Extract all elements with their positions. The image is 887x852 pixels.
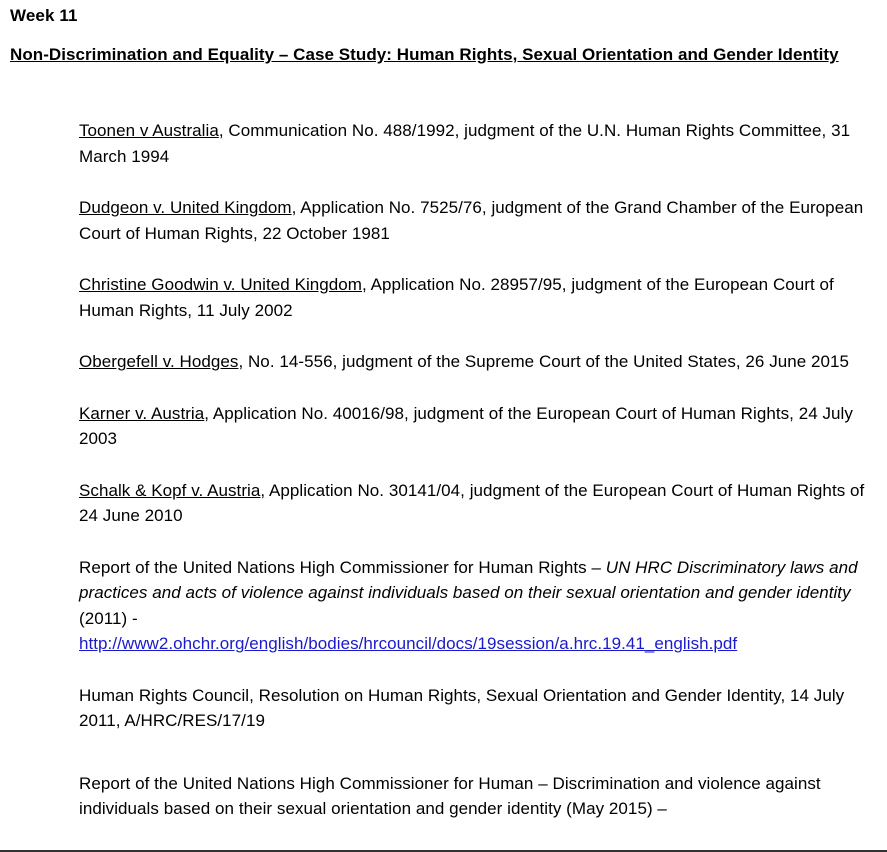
report-entry-2015: Report of the United Nations High Commissioner for Human – Discrimination and violence against individuals based on their sexual orientation and gender identity (May 2015) – <box>79 773 821 818</box>
case-name-schalk-kopf: Schalk & Kopf v. Austria, <box>79 480 266 500</box>
case-entry <box>79 349 874 375</box>
section-heading: Non-Discrimination and Equality – Case Study: Human Rights, Sexual Orientation and Gender Identity <box>10 45 839 64</box>
case-details: , Application No. 7525/76, judgment of the Grand Chamber of the European Court of Human Rights, 22 October 1981 <box>79 198 864 243</box>
report-suffix: (2011) - <box>79 608 138 628</box>
case-entry <box>79 195 874 246</box>
case-entry <box>79 401 874 452</box>
case-details: , No. 14-556, judgment of the Supreme Court of the United States, 26 June 2015 <box>238 352 850 371</box>
case-name-obergefell: Obergefell v. Hodges <box>79 352 239 371</box>
case-details: , Application No. 28957/95, judgment of the European Court of Human Rights, 11 July 2002 <box>79 275 834 320</box>
case-entry <box>79 272 874 323</box>
resolution-entry: Human Rights Council, Resolution on Human Rights, Sexual Orientation and Gender Identity, 14 July 2011, A/HRC/RES/17/19 <box>79 685 845 730</box>
report-intro: Report of the United Nations High Commissioner for Human Rights – <box>79 557 606 577</box>
case-name-goodwin: Christine Goodwin v. United Kingdom <box>79 275 363 294</box>
report-entry-2011 <box>79 555 874 657</box>
case-details: , Application No. 40016/98, judgment of the European Court of Human Rights, 24 July 2003 <box>79 403 853 448</box>
case-details: Application No. 30141/04, judgment of the European Court of Human Rights of 24 June 2010 <box>79 480 865 525</box>
reading-list <box>79 118 874 848</box>
week-label: Week 11 <box>10 6 78 25</box>
case-name-dudgeon: Dudgeon v. United Kingdom <box>79 198 292 217</box>
case-entry <box>79 118 874 169</box>
case-entry <box>79 478 874 529</box>
case-name-karner: Karner v. Austria <box>79 403 205 423</box>
report-link[interactable]: http://www2.ohchr.org/english/bodies/hrcouncil/docs/19session/a.hrc.19.41_english.pdf <box>79 634 738 653</box>
case-name-toonen: Toonen v Australia <box>79 121 219 140</box>
case-details: , Communication No. 488/1992, judgment of the U.N. Human Rights Committee, 31 March 1994 <box>79 121 851 166</box>
report-title: UN HRC Discriminatory laws and practices and acts of violence against individuals based on their sexual orientation and gender identity <box>79 557 858 602</box>
